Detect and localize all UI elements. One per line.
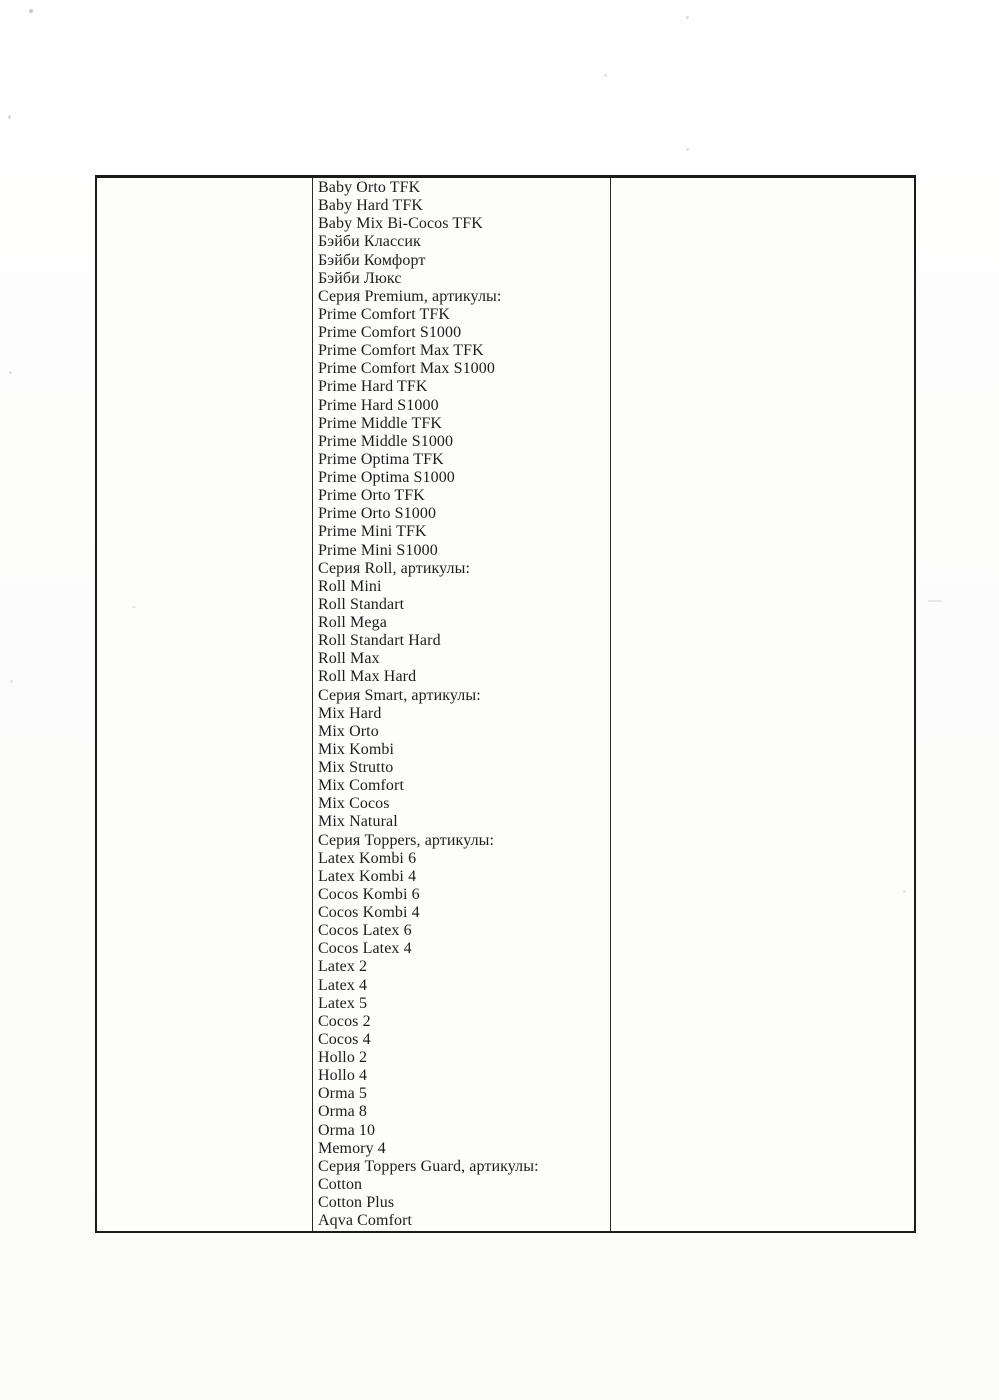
product-row: Mix Hard [318, 704, 382, 722]
product-row: Prime Optima TFK [318, 450, 444, 468]
product-row: Memory 4 [318, 1139, 386, 1157]
product-row: Prime Hard TFK [318, 378, 428, 396]
product-row: Cocos Latex 6 [318, 922, 412, 940]
product-row: Cocos 2 [318, 1012, 371, 1030]
product-row: Aqva Comfort [318, 1212, 413, 1230]
product-row: Prime Middle S1000 [318, 432, 454, 450]
product-row: Cotton Plus [318, 1194, 395, 1211]
scan-speck [928, 600, 942, 602]
product-row: Hollo 4 [318, 1067, 368, 1085]
product-row: Latex 4 [318, 976, 368, 994]
product-row: Prime Mini S1000 [318, 541, 438, 559]
product-row: Mix Kombi [318, 740, 395, 758]
scan-speck [8, 115, 11, 119]
product-row: Серия Premium, артикулы: [318, 287, 502, 305]
table-column-empty-right [611, 178, 914, 1231]
product-row: Roll Max Hard [318, 668, 417, 686]
product-table [95, 175, 916, 1233]
product-row: Cocos Kombi 6 [318, 885, 420, 903]
product-row: Latex 2 [318, 958, 368, 976]
scan-speck [29, 9, 33, 13]
table-column-empty-left [97, 178, 313, 1231]
product-row: Mix Strutto [318, 759, 394, 776]
product-row: Hollo 2 [318, 1049, 368, 1066]
product-row: Cocos Kombi 4 [318, 904, 420, 921]
scan-speck [686, 148, 689, 151]
product-row: Baby Mix Bi-Cocos TFK [318, 215, 483, 233]
product-row: Roll Mini [318, 577, 382, 595]
product-row: Roll Max [318, 650, 380, 668]
product-row: Roll Mega [318, 614, 387, 631]
product-row: Cocos Latex 4 [318, 940, 412, 958]
product-row: Mix Natural [318, 813, 398, 831]
product-row: Серия Toppers Guard, артикулы: [318, 1157, 539, 1175]
product-row: Cotton [318, 1175, 363, 1193]
product-row: Orma 10 [318, 1121, 376, 1139]
scan-speck [9, 371, 12, 374]
product-row: Бэйби Классик [318, 233, 421, 251]
product-row: Prime Optima S1000 [318, 469, 455, 486]
product-row: Cocos 4 [318, 1030, 371, 1048]
scan-speck [132, 606, 136, 608]
scan-speck [10, 680, 13, 683]
product-row: Prime Comfort TFK [318, 305, 451, 323]
product-row: Серия Roll, артикулы: [318, 559, 471, 577]
product-row: Prime Comfort S1000 [318, 324, 462, 341]
product-row: Baby Orto TFK [318, 179, 421, 196]
product-row: Prime Middle TFK [318, 414, 442, 432]
product-row: Prime Orto TFK [318, 487, 425, 505]
scan-speck [903, 890, 906, 893]
product-row: Baby Hard TFK [318, 197, 423, 215]
product-row: Roll Standart Hard [318, 632, 441, 650]
scan-speck [604, 74, 607, 77]
product-row: Бэйби Комфорт [318, 251, 426, 269]
product-row: Mix Cocos [318, 795, 390, 813]
product-row: Orma 8 [318, 1103, 368, 1121]
product-row: Mix Orto [318, 722, 379, 740]
product-row: Orma 5 [318, 1085, 368, 1103]
product-row: Prime Comfort Max TFK [318, 342, 484, 360]
product-row: Prime Orto S1000 [318, 505, 437, 523]
product-row: Latex 5 [318, 994, 368, 1012]
product-row: Latex Kombi 6 [318, 849, 417, 867]
product-row: Prime Comfort Max S1000 [318, 360, 495, 378]
product-row: Prime Hard S1000 [318, 396, 439, 414]
product-row: Latex Kombi 4 [318, 867, 417, 885]
product-row: Mix Comfort [318, 777, 404, 795]
product-row: Roll Standart [318, 595, 405, 613]
table-column-products [313, 178, 611, 1231]
product-row: Серия Smart, артикулы: [318, 686, 481, 704]
product-row: Бэйби Люкс [318, 269, 402, 287]
scan-speck [686, 16, 689, 19]
product-row: Серия Toppers, артикулы: [318, 831, 495, 849]
product-row: Prime Mini TFK [318, 523, 427, 541]
